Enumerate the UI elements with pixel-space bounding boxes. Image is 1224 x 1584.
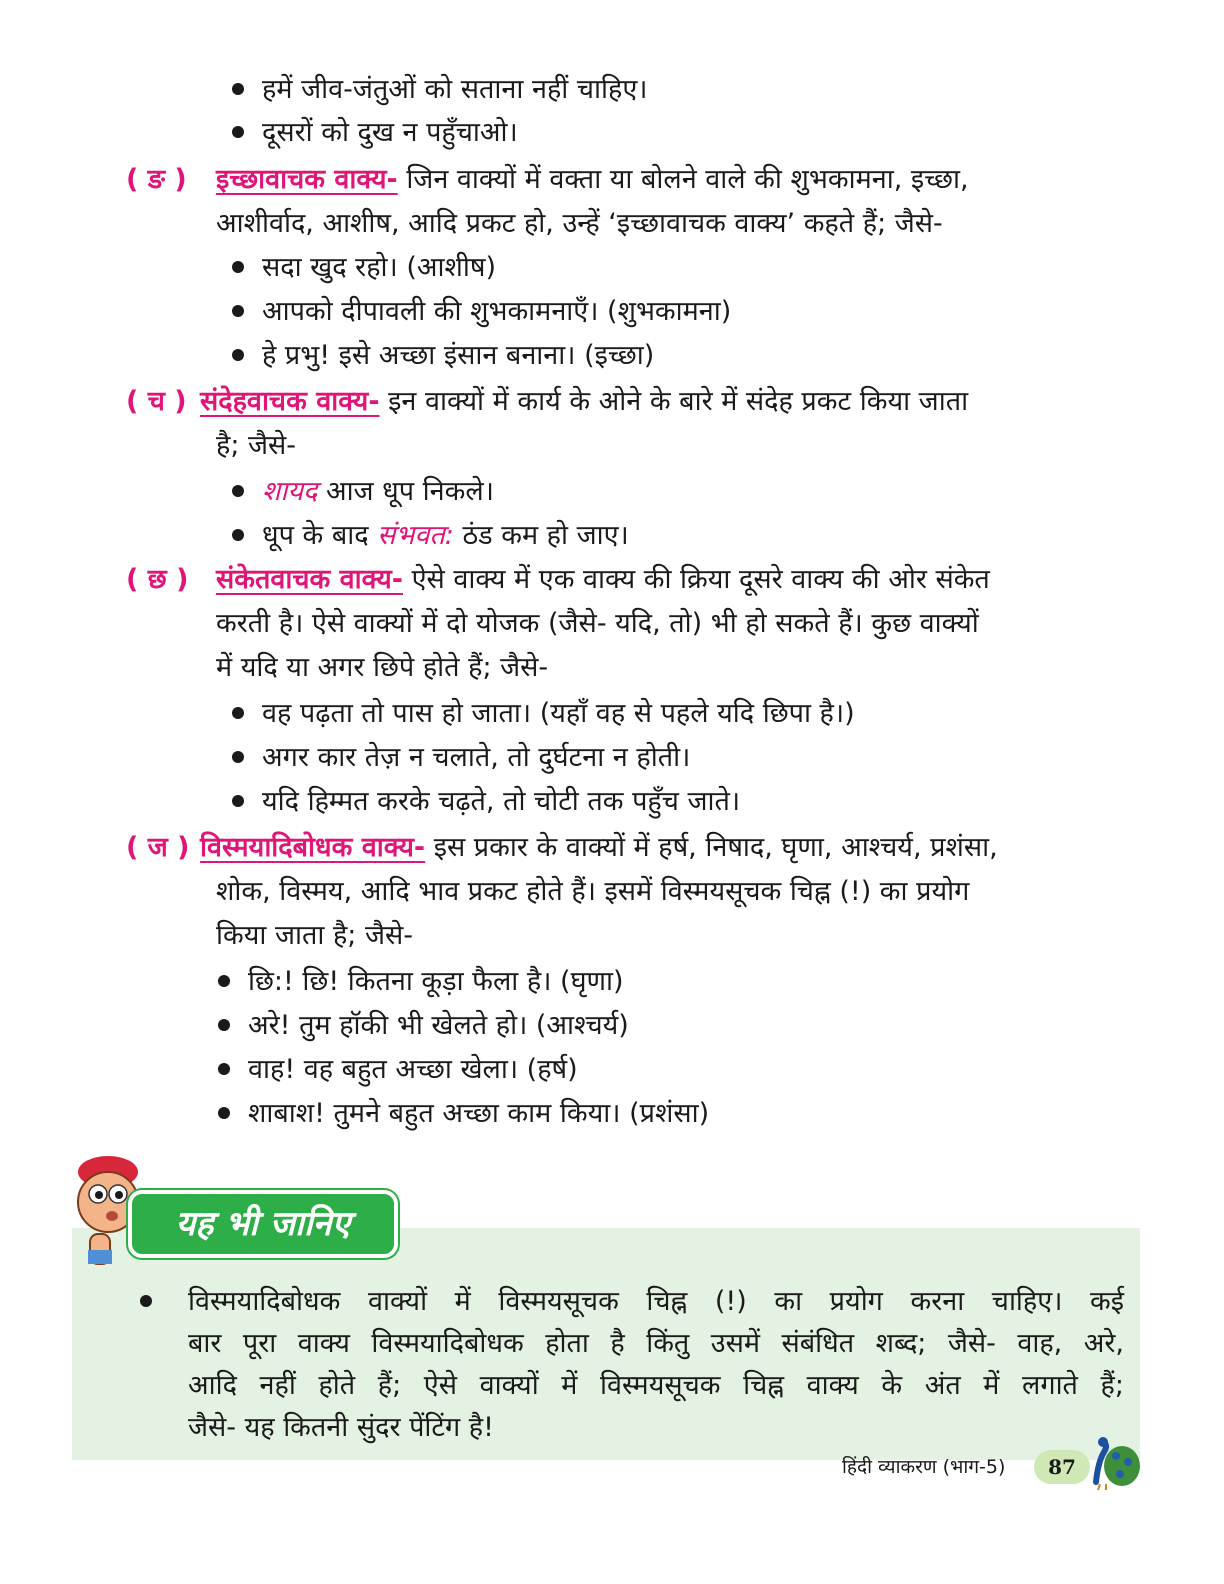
bullet-icon bbox=[232, 529, 244, 541]
list-item-text: हे प्रभु! इसे अच्छा इंसान बनाना। (इच्छा) bbox=[262, 340, 655, 371]
peacock-icon bbox=[1082, 1432, 1142, 1492]
info-text: आदि नहीं होते हैं; ऐसे वाक्यों में विस्मयसूचक चिह्न वाक्य के अंत में लगाते हैं; bbox=[188, 1370, 1124, 1401]
list-item bbox=[232, 248, 496, 288]
section-heading: इच्छावाचक वाक्य- bbox=[216, 164, 398, 195]
list-item bbox=[232, 738, 690, 778]
list-item-text: वाह! वह बहुत अच्छा खेला। (हर्ष) bbox=[248, 1054, 578, 1085]
list-item-text: अरे! तुम हॉकी भी खेलते हो। (आश्चर्य) bbox=[248, 1010, 629, 1041]
list-item-text: अगर कार तेज़ न चलाते, तो दुर्घटना न होती। bbox=[262, 742, 691, 773]
bullet-icon bbox=[232, 795, 244, 807]
list-item bbox=[232, 516, 629, 556]
section-text: शोक, विस्मय, आदि भाव प्रकट होते हैं। इसमें विस्मयसूचक चिह्न (!) का प्रयोग bbox=[216, 876, 970, 907]
bullet-icon bbox=[232, 305, 244, 317]
list-item bbox=[218, 1006, 629, 1046]
section-line bbox=[200, 828, 998, 868]
list-item bbox=[218, 1050, 578, 1090]
list-item bbox=[232, 70, 647, 110]
bullet-icon bbox=[218, 1019, 230, 1031]
section-line bbox=[216, 560, 990, 600]
section-label-chha: ( छ ) bbox=[126, 564, 189, 595]
info-text: विस्मयादिबोधक वाक्यों में विस्मयसूचक चिह्न (!) का प्रयोग करना चाहिए। कई bbox=[188, 1286, 1124, 1317]
section-heading: संदेहवाचक वाक्य- bbox=[200, 386, 380, 417]
bullet-icon bbox=[232, 83, 244, 95]
bullet-icon bbox=[232, 349, 244, 361]
list-item-text: वह पढ़ता तो पास हो जाता। (यहाँ वह से पहले यदि छिपा है।) bbox=[262, 698, 855, 729]
list-item-text: छि:! छि! कितना कूड़ा फैला है। (घृणा) bbox=[248, 966, 624, 997]
info-text: बार पूरा वाक्य विस्मयादिबोधक होता है किंतु उसमें संबंधित शब्द; जैसे- वाह, अरे, bbox=[188, 1328, 1124, 1359]
list-item-text: यदि हिम्मत करके चढ़ते, तो चोटी तक पहुँच जाते। bbox=[262, 786, 741, 817]
section-text: इस प्रकार के वाक्यों में हर्ष, निषाद, घृणा, आश्चर्य, प्रशंसा, bbox=[433, 832, 998, 863]
list-item-text: आज धूप निकले। bbox=[317, 476, 494, 507]
section-text: जिन वाक्यों में वक्ता या बोलने वाले की शुभकामना, इच्छा, bbox=[406, 164, 969, 195]
emphasis-text: संभवत: bbox=[377, 520, 454, 551]
section-text: इन वाक्यों में कार्य के ओने के बारे में संदेह प्रकट किया जाता bbox=[388, 386, 969, 417]
bullet-icon bbox=[232, 261, 244, 273]
list-item-text: आपको दीपावली की शुभकामनाएँ। (शुभकामना) bbox=[262, 296, 732, 327]
emphasis-text: शायद bbox=[262, 476, 318, 507]
page-number: 87 bbox=[1034, 1450, 1090, 1484]
info-box-title: यह भी जानिए bbox=[128, 1190, 398, 1258]
bullet-icon bbox=[218, 1107, 230, 1119]
list-item-text: सदा खुद रहो। (आशीष) bbox=[262, 252, 496, 283]
list-item bbox=[232, 113, 518, 153]
bullet-icon bbox=[140, 1295, 152, 1307]
list-item-text: शाबाश! तुमने बहुत अच्छा काम किया। (प्रशंसा) bbox=[248, 1098, 710, 1129]
bullet-icon bbox=[232, 485, 244, 497]
section-label-nga: ( ङ ) bbox=[126, 164, 187, 195]
section-text: है; जैसे- bbox=[216, 430, 297, 461]
list-item bbox=[232, 472, 494, 512]
section-text: आशीर्वाद, आशीष, आदि प्रकट हो, उन्हें ‘इच्छावाचक वाक्य’ कहते हैं; जैसे- bbox=[216, 208, 943, 239]
list-item bbox=[218, 962, 624, 1002]
section-heading: संकेतवाचक वाक्य- bbox=[216, 564, 403, 595]
list-item-text: ठंड कम हो जाए। bbox=[453, 520, 629, 551]
list-item bbox=[232, 292, 731, 332]
section-text: ऐसे वाक्य में एक वाक्य की क्रिया दूसरे वाक्य की ओर संकेत bbox=[411, 564, 990, 595]
bullet-icon bbox=[232, 707, 244, 719]
list-item bbox=[232, 694, 855, 734]
section-heading: विस्मयादिबोधक वाक्य- bbox=[200, 832, 426, 863]
list-item-text: हमें जीव-जंतुओं को सताना नहीं चाहिए। bbox=[262, 74, 648, 105]
bullet-icon bbox=[218, 975, 230, 987]
section-line bbox=[200, 382, 968, 422]
section-text: करती है। ऐसे वाक्यों में दो योजक (जैसे- यदि, तो) भी हो सकते हैं। कुछ वाक्यों bbox=[216, 608, 979, 639]
section-text: में यदि या अगर छिपे होते हैं; जैसे- bbox=[216, 652, 549, 683]
bullet-icon bbox=[218, 1063, 230, 1075]
list-item bbox=[232, 336, 654, 376]
section-text: किया जाता है; जैसे- bbox=[216, 920, 414, 951]
list-item-text: दूसरों को दुख न पहुँचाओ। bbox=[262, 117, 518, 148]
section-label-cha: ( च ) bbox=[126, 386, 187, 417]
bullet-icon bbox=[232, 751, 244, 763]
section-line bbox=[216, 160, 969, 200]
list-item bbox=[218, 1094, 709, 1134]
info-bullet bbox=[140, 1282, 170, 1322]
footer-book-title: हिंदी व्याकरण (भाग-5) bbox=[842, 1456, 1006, 1478]
section-label-ja: ( ज ) bbox=[126, 832, 190, 863]
list-item-text: धूप के बाद bbox=[262, 520, 378, 551]
bullet-icon bbox=[232, 126, 244, 138]
info-text: जैसे- यह कितनी सुंदर पेंटिंग है! bbox=[188, 1412, 494, 1443]
list-item bbox=[232, 782, 740, 822]
